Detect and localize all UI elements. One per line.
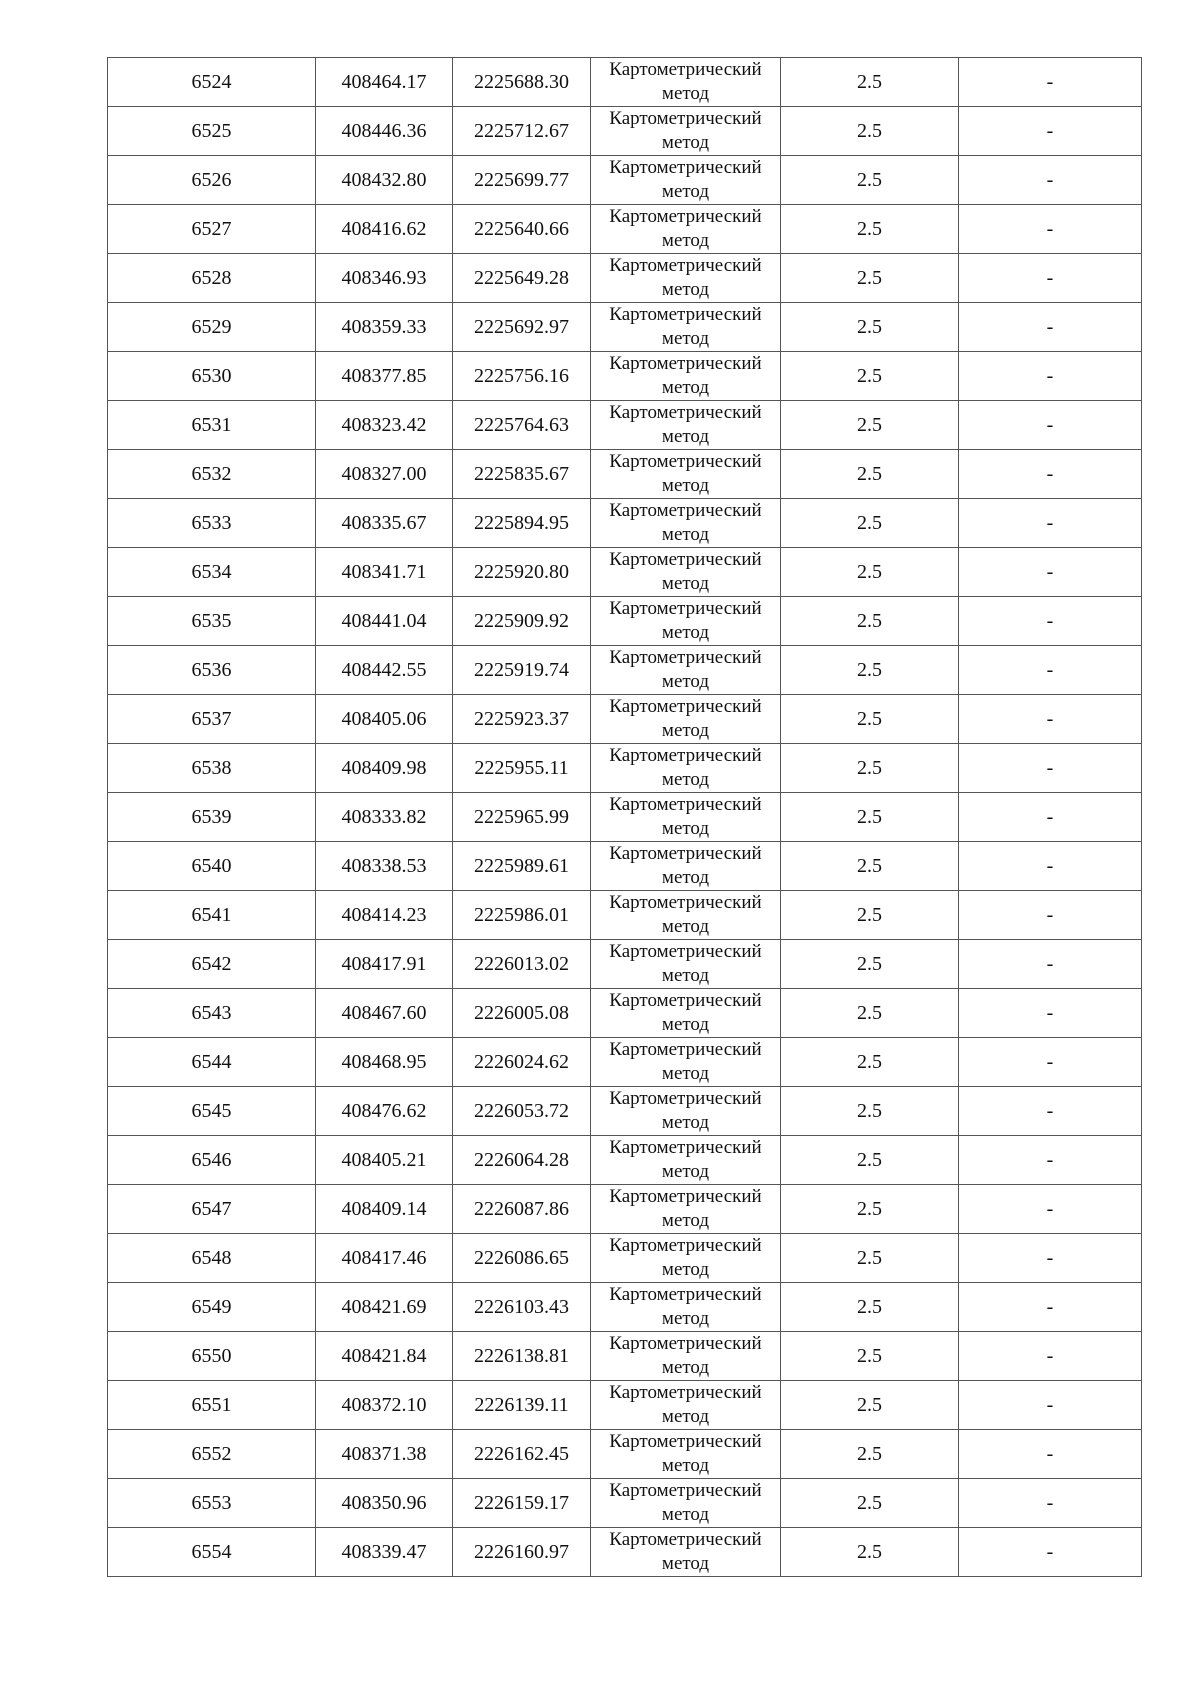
precision-cell: 2.5 — [781, 842, 959, 891]
coordinates-table-body — [108, 58, 1142, 1577]
precision-cell: 2.5 — [781, 1528, 959, 1577]
y-coordinate-cell: 2225712.67 — [453, 107, 591, 156]
x-coordinate-cell: 408341.71 — [316, 548, 453, 597]
method-cell — [591, 1234, 781, 1283]
method-cell — [591, 1479, 781, 1528]
point-number-cell: 6547 — [108, 1185, 316, 1234]
y-coordinate-cell: 2225955.11 — [453, 744, 591, 793]
y-coordinate-cell: 2226162.45 — [453, 1430, 591, 1479]
method-cell — [591, 1430, 781, 1479]
table-row — [108, 793, 1142, 842]
note-cell: - — [959, 499, 1142, 548]
table-row — [108, 450, 1142, 499]
method-cell — [591, 450, 781, 499]
document-page — [107, 57, 1141, 1577]
note-cell: - — [959, 793, 1142, 842]
note-cell: - — [959, 1185, 1142, 1234]
method-text-line-2: метод — [661, 1259, 710, 1280]
method-cell — [591, 548, 781, 597]
point-number-cell: 6536 — [108, 646, 316, 695]
x-coordinate-cell: 408333.82 — [316, 793, 453, 842]
table-row — [108, 989, 1142, 1038]
table-row — [108, 303, 1142, 352]
note-cell: - — [959, 107, 1142, 156]
precision-cell: 2.5 — [781, 1479, 959, 1528]
method-cell — [591, 1332, 781, 1381]
method-text-line-2: метод — [661, 818, 710, 839]
note-cell: - — [959, 450, 1142, 499]
method-text-line-2: метод — [661, 769, 710, 790]
point-number-cell: 6552 — [108, 1430, 316, 1479]
table-row — [108, 597, 1142, 646]
table-row — [108, 107, 1142, 156]
method-text-line-1: Картометрический — [609, 353, 762, 374]
method-cell — [591, 401, 781, 450]
method-text-line-1: Картометрический — [609, 1382, 762, 1403]
point-number-cell: 6529 — [108, 303, 316, 352]
method-text-line-2: метод — [661, 916, 710, 937]
x-coordinate-cell: 408441.04 — [316, 597, 453, 646]
method-cell — [591, 156, 781, 205]
note-cell: - — [959, 401, 1142, 450]
x-coordinate-cell: 408416.62 — [316, 205, 453, 254]
method-cell — [591, 499, 781, 548]
method-text-line-2: метод — [661, 1504, 710, 1525]
precision-cell: 2.5 — [781, 1283, 959, 1332]
note-cell: - — [959, 695, 1142, 744]
table-row — [108, 1479, 1142, 1528]
note-cell: - — [959, 1332, 1142, 1381]
method-text-line-2: метод — [661, 573, 710, 594]
table-row — [108, 1381, 1142, 1430]
y-coordinate-cell: 2226086.65 — [453, 1234, 591, 1283]
point-number-cell: 6527 — [108, 205, 316, 254]
x-coordinate-cell: 408372.10 — [316, 1381, 453, 1430]
method-text-line-1: Картометрический — [609, 1039, 762, 1060]
precision-cell: 2.5 — [781, 254, 959, 303]
x-coordinate-cell: 408421.69 — [316, 1283, 453, 1332]
table-row — [108, 695, 1142, 744]
table-row — [108, 1136, 1142, 1185]
note-cell: - — [959, 1136, 1142, 1185]
precision-cell: 2.5 — [781, 548, 959, 597]
point-number-cell: 6535 — [108, 597, 316, 646]
method-cell — [591, 254, 781, 303]
point-number-cell: 6525 — [108, 107, 316, 156]
method-text-line-2: метод — [661, 524, 710, 545]
table-row — [108, 1087, 1142, 1136]
table-row — [108, 842, 1142, 891]
y-coordinate-cell: 2226159.17 — [453, 1479, 591, 1528]
x-coordinate-cell: 408468.95 — [316, 1038, 453, 1087]
method-cell — [591, 646, 781, 695]
x-coordinate-cell: 408338.53 — [316, 842, 453, 891]
method-text-line-2: метод — [661, 1112, 710, 1133]
table-row — [108, 205, 1142, 254]
y-coordinate-cell: 2226024.62 — [453, 1038, 591, 1087]
method-text-line-1: Картометрический — [609, 1284, 762, 1305]
table-row — [108, 1528, 1142, 1577]
method-text-line-2: метод — [661, 671, 710, 692]
method-text-line-2: метод — [661, 83, 710, 104]
note-cell: - — [959, 1234, 1142, 1283]
precision-cell: 2.5 — [781, 940, 959, 989]
x-coordinate-cell: 408371.38 — [316, 1430, 453, 1479]
point-number-cell: 6551 — [108, 1381, 316, 1430]
table-row — [108, 352, 1142, 401]
method-text-line-1: Картометрический — [609, 304, 762, 325]
y-coordinate-cell: 2226160.97 — [453, 1528, 591, 1577]
x-coordinate-cell: 408476.62 — [316, 1087, 453, 1136]
table-row — [108, 58, 1142, 107]
x-coordinate-cell: 408350.96 — [316, 1479, 453, 1528]
note-cell: - — [959, 1038, 1142, 1087]
method-text-line-2: метод — [661, 475, 710, 496]
method-text-line-2: метод — [661, 867, 710, 888]
method-text-line-2: метод — [661, 622, 710, 643]
method-text-line-2: метод — [661, 1308, 710, 1329]
table-row — [108, 499, 1142, 548]
precision-cell: 2.5 — [781, 156, 959, 205]
x-coordinate-cell: 408323.42 — [316, 401, 453, 450]
method-text-line-1: Картометрический — [609, 1235, 762, 1256]
x-coordinate-cell: 408467.60 — [316, 989, 453, 1038]
method-cell — [591, 1185, 781, 1234]
point-number-cell: 6542 — [108, 940, 316, 989]
y-coordinate-cell: 2225699.77 — [453, 156, 591, 205]
y-coordinate-cell: 2225986.01 — [453, 891, 591, 940]
method-cell — [591, 1136, 781, 1185]
method-cell — [591, 989, 781, 1038]
method-text-line-1: Картометрический — [609, 1431, 762, 1452]
y-coordinate-cell: 2225965.99 — [453, 793, 591, 842]
precision-cell: 2.5 — [781, 450, 959, 499]
note-cell: - — [959, 1381, 1142, 1430]
point-number-cell: 6546 — [108, 1136, 316, 1185]
method-text-line-2: метод — [661, 426, 710, 447]
method-text-line-1: Картометрический — [609, 647, 762, 668]
table-row — [108, 401, 1142, 450]
method-cell — [591, 695, 781, 744]
note-cell: - — [959, 548, 1142, 597]
x-coordinate-cell: 408417.91 — [316, 940, 453, 989]
point-number-cell: 6543 — [108, 989, 316, 1038]
precision-cell: 2.5 — [781, 107, 959, 156]
table-row — [108, 548, 1142, 597]
x-coordinate-cell: 408335.67 — [316, 499, 453, 548]
x-coordinate-cell: 408359.33 — [316, 303, 453, 352]
point-number-cell: 6531 — [108, 401, 316, 450]
x-coordinate-cell: 408409.98 — [316, 744, 453, 793]
method-text-line-1: Картометрический — [609, 108, 762, 129]
y-coordinate-cell: 2225756.16 — [453, 352, 591, 401]
method-text-line-2: метод — [661, 1357, 710, 1378]
precision-cell: 2.5 — [781, 1185, 959, 1234]
note-cell: - — [959, 1479, 1142, 1528]
x-coordinate-cell: 408377.85 — [316, 352, 453, 401]
table-row — [108, 744, 1142, 793]
method-text-line-1: Картометрический — [609, 255, 762, 276]
precision-cell: 2.5 — [781, 1234, 959, 1283]
y-coordinate-cell: 2225919.74 — [453, 646, 591, 695]
precision-cell: 2.5 — [781, 891, 959, 940]
precision-cell: 2.5 — [781, 499, 959, 548]
method-cell — [591, 597, 781, 646]
y-coordinate-cell: 2226087.86 — [453, 1185, 591, 1234]
precision-cell: 2.5 — [781, 646, 959, 695]
method-text-line-1: Картометрический — [609, 794, 762, 815]
method-text-line-2: метод — [661, 1553, 710, 1574]
method-text-line-1: Картометрический — [609, 892, 762, 913]
precision-cell: 2.5 — [781, 1087, 959, 1136]
method-text-line-2: метод — [661, 1014, 710, 1035]
method-cell — [591, 107, 781, 156]
point-number-cell: 6549 — [108, 1283, 316, 1332]
note-cell: - — [959, 646, 1142, 695]
method-cell — [591, 891, 781, 940]
point-number-cell: 6550 — [108, 1332, 316, 1381]
y-coordinate-cell: 2226005.08 — [453, 989, 591, 1038]
y-coordinate-cell: 2226064.28 — [453, 1136, 591, 1185]
point-number-cell: 6524 — [108, 58, 316, 107]
y-coordinate-cell: 2225923.37 — [453, 695, 591, 744]
method-cell — [591, 744, 781, 793]
method-cell — [591, 1087, 781, 1136]
method-text-line-1: Картометрический — [609, 500, 762, 521]
note-cell: - — [959, 1283, 1142, 1332]
method-text-line-2: метод — [661, 132, 710, 153]
point-number-cell: 6540 — [108, 842, 316, 891]
y-coordinate-cell: 2226013.02 — [453, 940, 591, 989]
method-cell — [591, 352, 781, 401]
y-coordinate-cell: 2226138.81 — [453, 1332, 591, 1381]
point-number-cell: 6539 — [108, 793, 316, 842]
y-coordinate-cell: 2225640.66 — [453, 205, 591, 254]
note-cell: - — [959, 1528, 1142, 1577]
method-text-line-1: Картометрический — [609, 1529, 762, 1550]
method-cell — [591, 842, 781, 891]
precision-cell: 2.5 — [781, 695, 959, 744]
precision-cell: 2.5 — [781, 401, 959, 450]
note-cell: - — [959, 58, 1142, 107]
y-coordinate-cell: 2225989.61 — [453, 842, 591, 891]
method-text-line-1: Картометрический — [609, 843, 762, 864]
method-text-line-1: Картометрический — [609, 549, 762, 570]
note-cell: - — [959, 156, 1142, 205]
point-number-cell: 6534 — [108, 548, 316, 597]
coordinates-table — [107, 57, 1142, 1577]
y-coordinate-cell: 2226139.11 — [453, 1381, 591, 1430]
method-cell — [591, 1381, 781, 1430]
method-text-line-2: метод — [661, 1406, 710, 1427]
method-cell — [591, 1528, 781, 1577]
point-number-cell: 6541 — [108, 891, 316, 940]
method-text-line-2: метод — [661, 181, 710, 202]
table-row — [108, 1234, 1142, 1283]
x-coordinate-cell: 408446.36 — [316, 107, 453, 156]
x-coordinate-cell: 408327.00 — [316, 450, 453, 499]
point-number-cell: 6537 — [108, 695, 316, 744]
note-cell: - — [959, 1430, 1142, 1479]
point-number-cell: 6544 — [108, 1038, 316, 1087]
method-text-line-1: Картометрический — [609, 990, 762, 1011]
precision-cell: 2.5 — [781, 1332, 959, 1381]
method-cell — [591, 58, 781, 107]
y-coordinate-cell: 2225692.97 — [453, 303, 591, 352]
y-coordinate-cell: 2225649.28 — [453, 254, 591, 303]
point-number-cell: 6526 — [108, 156, 316, 205]
method-text-line-2: метод — [661, 279, 710, 300]
method-cell — [591, 303, 781, 352]
method-text-line-1: Картометрический — [609, 59, 762, 80]
table-row — [108, 891, 1142, 940]
method-text-line-2: метод — [661, 230, 710, 251]
precision-cell: 2.5 — [781, 58, 959, 107]
x-coordinate-cell: 408442.55 — [316, 646, 453, 695]
x-coordinate-cell: 408432.80 — [316, 156, 453, 205]
method-cell — [591, 205, 781, 254]
method-text-line-1: Картометрический — [609, 402, 762, 423]
method-text-line-2: метод — [661, 328, 710, 349]
method-text-line-1: Картометрический — [609, 1333, 762, 1354]
table-row — [108, 1038, 1142, 1087]
precision-cell: 2.5 — [781, 205, 959, 254]
table-row — [108, 940, 1142, 989]
method-text-line-2: метод — [661, 965, 710, 986]
x-coordinate-cell: 408414.23 — [316, 891, 453, 940]
x-coordinate-cell: 408409.14 — [316, 1185, 453, 1234]
table-row — [108, 254, 1142, 303]
x-coordinate-cell: 408417.46 — [316, 1234, 453, 1283]
method-text-line-2: метод — [661, 377, 710, 398]
point-number-cell: 6553 — [108, 1479, 316, 1528]
method-cell — [591, 1283, 781, 1332]
method-text-line-1: Картометрический — [609, 696, 762, 717]
point-number-cell: 6548 — [108, 1234, 316, 1283]
precision-cell: 2.5 — [781, 793, 959, 842]
method-cell — [591, 1038, 781, 1087]
y-coordinate-cell: 2225894.95 — [453, 499, 591, 548]
method-cell — [591, 793, 781, 842]
point-number-cell: 6533 — [108, 499, 316, 548]
precision-cell: 2.5 — [781, 597, 959, 646]
x-coordinate-cell: 408464.17 — [316, 58, 453, 107]
table-row — [108, 1430, 1142, 1479]
precision-cell: 2.5 — [781, 303, 959, 352]
method-text-line-1: Картометрический — [609, 206, 762, 227]
method-text-line-1: Картометрический — [609, 451, 762, 472]
method-text-line-1: Картометрический — [609, 1137, 762, 1158]
note-cell: - — [959, 303, 1142, 352]
method-text-line-1: Картометрический — [609, 1480, 762, 1501]
note-cell: - — [959, 597, 1142, 646]
note-cell: - — [959, 744, 1142, 793]
point-number-cell: 6530 — [108, 352, 316, 401]
precision-cell: 2.5 — [781, 1430, 959, 1479]
y-coordinate-cell: 2226053.72 — [453, 1087, 591, 1136]
y-coordinate-cell: 2225909.92 — [453, 597, 591, 646]
point-number-cell: 6554 — [108, 1528, 316, 1577]
method-text-line-1: Картометрический — [609, 598, 762, 619]
method-text-line-2: метод — [661, 1063, 710, 1084]
y-coordinate-cell: 2225835.67 — [453, 450, 591, 499]
point-number-cell: 6528 — [108, 254, 316, 303]
table-row — [108, 1332, 1142, 1381]
precision-cell: 2.5 — [781, 1381, 959, 1430]
method-text-line-2: метод — [661, 1161, 710, 1182]
precision-cell: 2.5 — [781, 989, 959, 1038]
note-cell: - — [959, 891, 1142, 940]
x-coordinate-cell: 408346.93 — [316, 254, 453, 303]
method-text-line-1: Картометрический — [609, 1088, 762, 1109]
method-text-line-2: метод — [661, 1455, 710, 1476]
point-number-cell: 6538 — [108, 744, 316, 793]
table-row — [108, 1283, 1142, 1332]
method-text-line-1: Картометрический — [609, 1186, 762, 1207]
note-cell: - — [959, 254, 1142, 303]
point-number-cell: 6545 — [108, 1087, 316, 1136]
table-row — [108, 156, 1142, 205]
method-cell — [591, 940, 781, 989]
method-text-line-2: метод — [661, 1210, 710, 1231]
y-coordinate-cell: 2226103.43 — [453, 1283, 591, 1332]
table-row — [108, 646, 1142, 695]
y-coordinate-cell: 2225688.30 — [453, 58, 591, 107]
note-cell: - — [959, 205, 1142, 254]
method-text-line-2: метод — [661, 720, 710, 741]
note-cell: - — [959, 842, 1142, 891]
point-number-cell: 6532 — [108, 450, 316, 499]
precision-cell: 2.5 — [781, 352, 959, 401]
y-coordinate-cell: 2225920.80 — [453, 548, 591, 597]
precision-cell: 2.5 — [781, 744, 959, 793]
x-coordinate-cell: 408405.06 — [316, 695, 453, 744]
note-cell: - — [959, 1087, 1142, 1136]
x-coordinate-cell: 408339.47 — [316, 1528, 453, 1577]
precision-cell: 2.5 — [781, 1136, 959, 1185]
note-cell: - — [959, 352, 1142, 401]
y-coordinate-cell: 2225764.63 — [453, 401, 591, 450]
method-text-line-1: Картометрический — [609, 157, 762, 178]
method-text-line-1: Картометрический — [609, 745, 762, 766]
precision-cell: 2.5 — [781, 1038, 959, 1087]
note-cell: - — [959, 940, 1142, 989]
x-coordinate-cell: 408421.84 — [316, 1332, 453, 1381]
method-text-line-1: Картометрический — [609, 941, 762, 962]
table-row — [108, 1185, 1142, 1234]
x-coordinate-cell: 408405.21 — [316, 1136, 453, 1185]
note-cell: - — [959, 989, 1142, 1038]
